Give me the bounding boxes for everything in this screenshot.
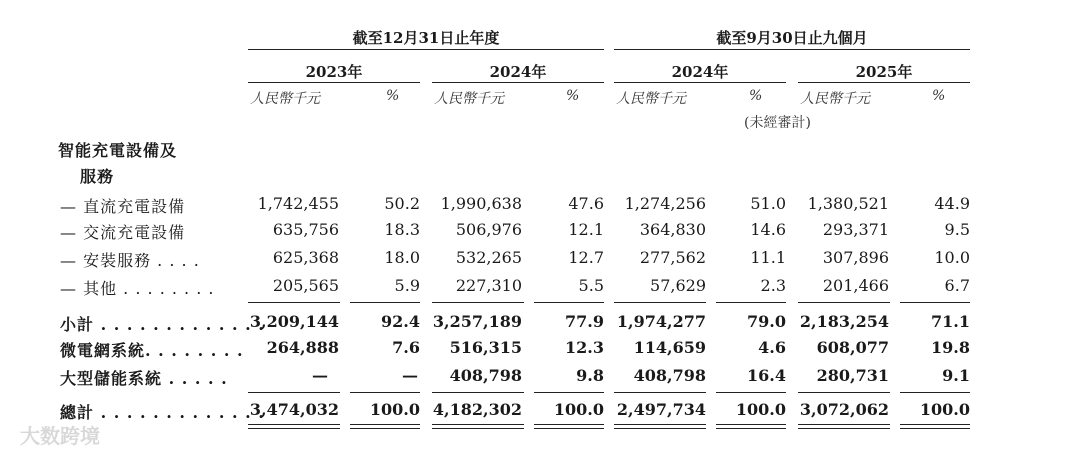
row-label-storage: 大型儲能系統 . . . . . bbox=[60, 369, 228, 388]
cell: 506,976 bbox=[455, 220, 522, 239]
cell: 408,798 bbox=[633, 366, 706, 385]
cell: 3,072,062 bbox=[799, 400, 889, 419]
cell: 1,274,256 bbox=[624, 194, 706, 213]
cell: 47.6 bbox=[568, 194, 604, 213]
header-group-nine-months: 截至9月30日止九個月 bbox=[716, 29, 868, 47]
cell: 1,974,277 bbox=[616, 312, 706, 331]
pct-header-1: % bbox=[386, 88, 400, 104]
cell: 4.6 bbox=[758, 338, 786, 357]
cell: 227,310 bbox=[455, 276, 522, 295]
total-double-rule bbox=[900, 424, 970, 429]
subtotal-rule bbox=[798, 302, 890, 303]
total-rule bbox=[534, 392, 604, 393]
pct-header-2: % bbox=[566, 88, 580, 104]
cell: 280,731 bbox=[816, 366, 889, 385]
cell: 6.7 bbox=[944, 276, 970, 295]
total-double-rule bbox=[248, 424, 340, 429]
cell: 19.8 bbox=[931, 338, 970, 357]
header-rule-right bbox=[614, 49, 970, 50]
watermark: 大数跨境 bbox=[20, 424, 100, 448]
year-header-3: 2024年 bbox=[671, 63, 729, 81]
cell: 92.4 bbox=[381, 312, 420, 331]
total-rule bbox=[798, 392, 890, 393]
year-header-4: 2025年 bbox=[855, 63, 913, 81]
cell: 18.3 bbox=[384, 220, 420, 239]
header-group-fiscal-year: 截至12月31日止年度 bbox=[352, 29, 500, 47]
cell: 10.0 bbox=[934, 248, 970, 267]
cell: 100.0 bbox=[919, 400, 970, 419]
cell: 635,756 bbox=[272, 220, 339, 239]
row-label-ac: — 交流充電設備 bbox=[60, 223, 186, 242]
cell: 2.3 bbox=[760, 276, 786, 295]
year-rule-1 bbox=[248, 82, 420, 83]
cell: 277,562 bbox=[639, 248, 706, 267]
cell: 3,209,144 bbox=[249, 312, 339, 331]
total-rule bbox=[614, 392, 706, 393]
cell: 307,896 bbox=[822, 248, 889, 267]
cell: 5.9 bbox=[394, 276, 420, 295]
cell: 77.9 bbox=[565, 312, 604, 331]
subtotal-rule bbox=[432, 302, 524, 303]
cell: 1,742,455 bbox=[257, 194, 339, 213]
cell: 9.5 bbox=[944, 220, 970, 239]
cell: 364,830 bbox=[639, 220, 706, 239]
cell: 625,368 bbox=[272, 248, 339, 267]
total-double-rule bbox=[350, 424, 420, 429]
cell: 9.1 bbox=[942, 366, 970, 385]
cell: 293,371 bbox=[822, 220, 889, 239]
cell: 100.0 bbox=[369, 400, 420, 419]
total-double-rule bbox=[432, 424, 524, 429]
unit-header-3: 人民幣千元 bbox=[616, 91, 686, 107]
total-rule bbox=[900, 392, 970, 393]
cell: 14.6 bbox=[750, 220, 786, 239]
cell: 532,265 bbox=[455, 248, 522, 267]
row-label-subtotal: 小計 . . . . . . . . . . . . . bbox=[60, 315, 265, 334]
cell: 4,182,302 bbox=[432, 400, 522, 419]
cell: 205,565 bbox=[272, 276, 339, 295]
year-header-2: 2024年 bbox=[489, 63, 547, 81]
year-rule-2 bbox=[432, 82, 604, 83]
total-rule bbox=[432, 392, 524, 393]
cell: 7.6 bbox=[392, 338, 420, 357]
header-rule-left bbox=[248, 49, 604, 50]
cell: 12.3 bbox=[565, 338, 604, 357]
cell: 71.1 bbox=[931, 312, 970, 331]
unit-header-4: 人民幣千元 bbox=[800, 91, 870, 107]
total-double-rule bbox=[716, 424, 786, 429]
row-label-smart-charging-cont: 服務 bbox=[80, 167, 115, 186]
total-double-rule bbox=[798, 424, 890, 429]
row-label-smart-charging: 智能充電設備及 bbox=[58, 141, 178, 160]
cell: 50.2 bbox=[384, 194, 420, 213]
cell: 1,990,638 bbox=[440, 194, 522, 213]
cell: 516,315 bbox=[449, 338, 522, 357]
subtotal-rule bbox=[534, 302, 604, 303]
unit-header-1: 人民幣千元 bbox=[250, 91, 320, 107]
cell: 100.0 bbox=[735, 400, 786, 419]
cell: 201,466 bbox=[822, 276, 889, 295]
cell: 114,659 bbox=[633, 338, 706, 357]
subtotal-rule bbox=[614, 302, 706, 303]
cell: 12.1 bbox=[568, 220, 604, 239]
cell: 79.0 bbox=[747, 312, 786, 331]
row-label-total: 總計 . . . . . . . . . . . . . bbox=[60, 403, 265, 422]
total-double-rule bbox=[534, 424, 604, 429]
cell: 2,183,254 bbox=[799, 312, 889, 331]
cell: 16.4 bbox=[747, 366, 786, 385]
unaudited-note: (未經審計) bbox=[744, 115, 811, 131]
total-double-rule bbox=[614, 424, 706, 429]
cell: 100.0 bbox=[553, 400, 604, 419]
row-label-microgrid: 微電網系統. . . . . . . . bbox=[60, 341, 244, 360]
cell: 264,888 bbox=[266, 338, 339, 357]
unit-header-2: 人民幣千元 bbox=[434, 91, 504, 107]
year-rule-4 bbox=[798, 82, 970, 83]
cell: 57,629 bbox=[650, 276, 706, 295]
total-rule bbox=[248, 392, 340, 393]
cell: 12.7 bbox=[568, 248, 604, 267]
row-label-dc: — 直流充電設備 bbox=[60, 197, 186, 216]
subtotal-rule bbox=[350, 302, 420, 303]
subtotal-rule bbox=[248, 302, 340, 303]
cell: 18.0 bbox=[384, 248, 420, 267]
total-rule bbox=[350, 392, 420, 393]
cell: 408,798 bbox=[449, 366, 522, 385]
total-rule bbox=[716, 392, 786, 393]
year-rule-3 bbox=[614, 82, 786, 83]
year-header-1: 2023年 bbox=[305, 63, 363, 81]
cell: 9.8 bbox=[576, 366, 604, 385]
cell: 44.9 bbox=[934, 194, 970, 213]
cell: 3,474,032 bbox=[249, 400, 339, 419]
cell: — bbox=[402, 366, 418, 385]
cell: 2,497,734 bbox=[616, 400, 706, 419]
cell: 1,380,521 bbox=[807, 194, 889, 213]
cell: 3,257,189 bbox=[432, 312, 522, 331]
cell: 11.1 bbox=[750, 248, 786, 267]
subtotal-rule bbox=[900, 302, 970, 303]
subtotal-rule bbox=[716, 302, 786, 303]
row-label-other: — 其他 . . . . . . . . bbox=[60, 279, 215, 298]
cell: — bbox=[312, 366, 328, 385]
pct-header-4: % bbox=[932, 88, 946, 104]
pct-header-3: % bbox=[749, 88, 763, 104]
cell: 5.5 bbox=[578, 276, 604, 295]
row-label-install: — 安裝服務 . . . . bbox=[60, 251, 200, 270]
cell: 608,077 bbox=[816, 338, 889, 357]
cell: 51.0 bbox=[750, 194, 786, 213]
